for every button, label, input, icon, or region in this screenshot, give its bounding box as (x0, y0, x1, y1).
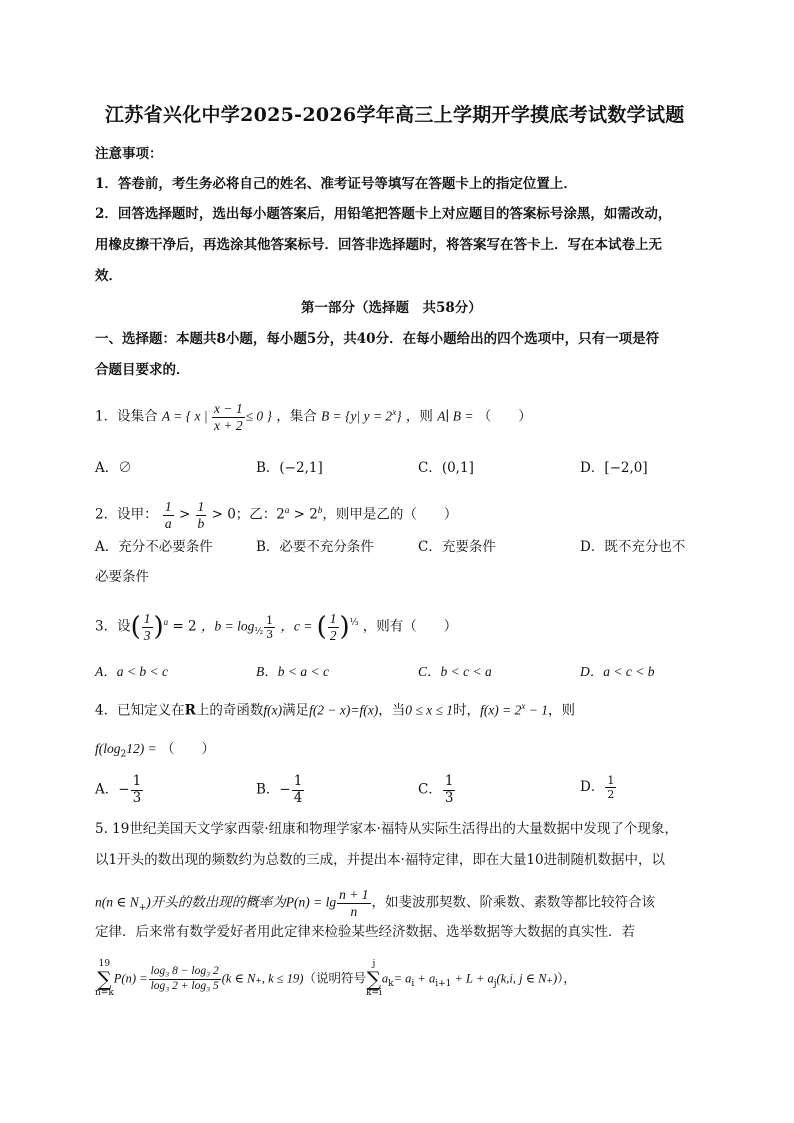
question-3: 3．设( $\frac{1}{3}$ )$^a$ = 2 ，$b = \log_{\frac{1}{2}}$ $\frac{1}{3}$ ，c = ( $\frac{1}{2}$ )$^{\frac{1}{3}}$ ，则有（ ） (95, 611, 458, 643)
section-instructions: 一、选择题：本题共8小题，每小题5分，共40分．在每小题给出的四个选项中，只有一项是符 (95, 331, 660, 347)
question-5-line-1: 5. 19世纪美国天文学家西蒙·纽康和物理学家本·福特从实际生活得出的大量数据中发现了个现象， (95, 821, 678, 837)
q2-fraction-a: $\frac{1}{a}$ (164, 499, 172, 531)
q1-option-a: A．∅ (95, 460, 132, 476)
question-5-line-5: 19 ∑ n=kP(n) = $\frac{\text{log₃ 8 − log₃ 2}}{\text{log₃ 2 + log₃ 5}}$ (k ∈ N₊, k ≤ 19)（说明符号j ∑ $k=ia_k= a_i + a_{i+1} + L + a_j(k,i$, j ∈ N₊)）， (95, 959, 576, 998)
q1-set-b: B = {y| y = 2 (321, 408, 393, 424)
notice-item-1: 1．答卷前，考生务必将自己的姓名、准考证号等填写在答题卡上的指定位置上． (95, 176, 577, 192)
q2-option-a: A．充分不必要条件 (95, 539, 213, 555)
q1-option-d: D．[−2,0] (580, 460, 648, 476)
q3-option-a: A．a < b < c (95, 664, 168, 679)
section-instructions-cont: 合题目要求的． (95, 362, 190, 378)
q1-answer-blank: （ ） (477, 408, 532, 425)
question-5-line-3: n(n ∈ $N_+$)开头的数出现的概率为P(n) = lg $\frac{n + 1}{n}$ ，如斐波那契数、阶乘数、素数等都比较符合该 (95, 887, 656, 919)
q2-option-b: B．必要不充分条件 (256, 539, 374, 555)
notice-heading: 注意事项： (95, 146, 163, 162)
question-2: 2．设甲： $\frac{1}{a}$ > $\frac{1}{b}$ > 0；乙：$2^a > 2^b$，则甲是乙的（ ） (95, 499, 458, 531)
q3-option-d: D．a < c < b (580, 664, 655, 679)
question-5-line-2: 以1开头的数出现的频数约为总数的三成，并提出本·福特定律，即在大量10进制随机数据中，以 (95, 852, 666, 868)
q3-option-c: C．b < c < a (418, 664, 492, 679)
page-title: 江苏省兴化中学2025-2026学年高三上学期开学摸底考试数学试题 (105, 104, 685, 126)
q1-expression: A∣ B = (437, 408, 474, 424)
sum-symbol: 19 ∑ n=k (95, 959, 114, 998)
question-4: 4．已知定义在R上的奇函数f(x)满足f(2 − x)=f(x)，当0 ≤ x ≤ 1时，$f(x) = 2^x - 1$，则 (95, 701, 576, 719)
q1-lead: 1．设集合 (95, 408, 158, 425)
notice-item-2: 2．回答选择题时，选出每小题答案后，用铅笔把答题卡上对应题目的答案标号涂黑，如需改动， (95, 206, 672, 222)
part1-heading: 第一部分（选择题 共58分） (301, 300, 482, 316)
q3-option-b: B．b < a < c (256, 664, 329, 679)
q3-fraction-1-3: $\frac{1}{3}$ (143, 611, 151, 643)
q2-option-d: D．既不充分也不 (580, 539, 686, 555)
q4-option-c: C． $\frac{1}{3}$ (418, 773, 454, 806)
q3-fraction-1-2: $\frac{1}{2}$ (329, 611, 337, 643)
q2-fraction-b: $\frac{1}{b}$ (197, 499, 205, 531)
q1-option-c: C．(0,1] (418, 460, 474, 476)
q1-set-a-tail: ≤ 0 } (245, 408, 272, 424)
sum-symbol-2: j ∑ k=i (365, 959, 382, 998)
q4-option-d: D． $\frac{1}{2}$ (580, 774, 615, 801)
q1-mid: ，集合 (276, 408, 317, 425)
question-4-cont: $f(\log_212)$ = （ ） (95, 741, 216, 760)
q3-fraction-b: $\frac{1}{3}$ (266, 613, 274, 641)
q4-option-a: A．− $\frac{1}{3}$ (95, 773, 142, 806)
notice-item-2-end: 效． (95, 268, 122, 284)
q2-option-c: C．充要条件 (418, 539, 496, 555)
q1-fraction: $\frac{x - 1}{x + 2}$ (213, 401, 243, 433)
q4-option-b: B．− $\frac{1}{4}$ (256, 773, 303, 806)
q1-option-b: B．(−2,1] (256, 460, 323, 476)
q2-option-d-cont: 必要条件 (95, 569, 149, 585)
question-1: 1．设集合 A = { x | $\frac{x - 1}{x + 2}$ ≤ 0 } ，集合 B = {y| $y = 2^x$} ，则 A∣ B = （ ） (95, 401, 532, 433)
q1-tail: ，则 (405, 408, 433, 425)
q1-set-a: A = { x | (161, 408, 211, 424)
notice-item-2-cont: 用橡皮擦干净后，再选涂其他答案标号．回答非选择题时，将答案写在答卡上．写在本试卷上无 (95, 237, 662, 253)
question-5-line-4: 定律．后来常有数学爱好者用此定律来检验某些经济数据、选举数据等大数据的真实性．若 (95, 924, 635, 940)
